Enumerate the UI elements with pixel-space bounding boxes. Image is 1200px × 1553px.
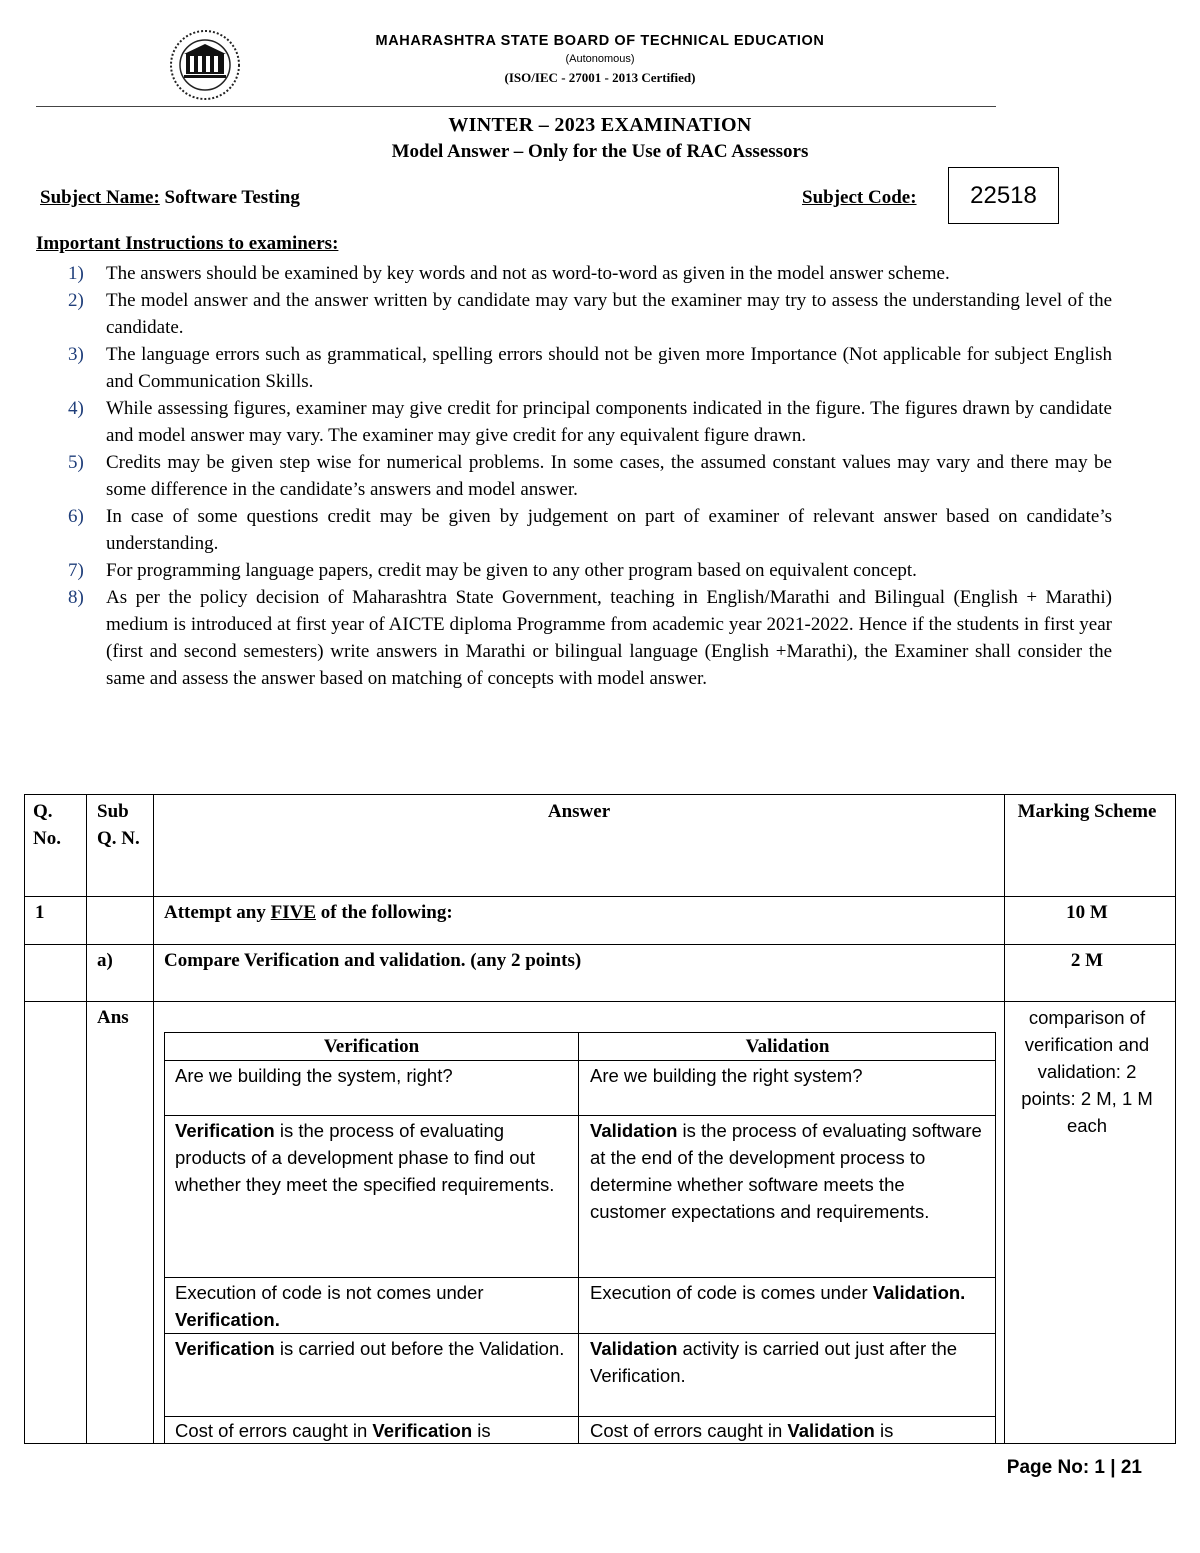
sub-question-marks: 2 M — [1070, 950, 1104, 971]
comparison-cell: Execution of code is not comes under Verification. — [175, 1282, 484, 1330]
board-name: MAHARASHTRA STATE BOARD OF TECHNICAL EDUCATION — [375, 33, 825, 49]
instruction-item: 6) In case of some questions credit may be given by judgement on part of examiner of relevant answer based on candidate’s understanding. — [68, 506, 1112, 554]
question-instruction: Attempt any FIVE of the following: — [164, 902, 453, 923]
answer-label: Ans — [97, 1007, 129, 1028]
subject-code-box: 22518 — [948, 167, 1059, 224]
comparison-header-validation: Validation — [745, 1036, 830, 1057]
instruction-item: 5) Credits may be given step wise for numerical problems. In some cases, the assumed constant values may vary and there may be some difference in the candidate’s answers and model answer. — [68, 452, 1112, 500]
page-number: Page No: 1 | 21 — [1006, 1457, 1142, 1478]
comparison-cell: Cost of errors caught in Verification is — [175, 1420, 491, 1441]
instruction-item: 3) The language errors such as grammatical, spelling errors should not be given more Importance (Not applicable for subject English and Communication Skills. — [68, 344, 1112, 392]
comparison-cell: Verification is the process of evaluating products of a development phase to find out whether they meet the specified requirements. — [175, 1120, 555, 1195]
comparison-cell: Verification is carried out before the Validation. — [175, 1338, 565, 1359]
header-marking-scheme: Marking Scheme — [1017, 801, 1157, 822]
comparison-cell: Execution of code is comes under Validation. — [590, 1282, 966, 1303]
comparison-cell: Are we building the right system? — [590, 1065, 863, 1086]
instruction-item: 4) While assessing figures, examiner may give credit for principal components indicated in the figure. The figures drawn by candidate and model answer may vary. The examiner may give credit for any equivalent figure drawn. — [68, 398, 1112, 446]
exam-subtitle: Model Answer – Only for the Use of RAC Assessors — [391, 141, 809, 162]
comparison-cell: Validation activity is carried out just after the Verification. — [590, 1338, 958, 1386]
header-q-no: Q. No. — [33, 801, 61, 849]
exam-title: WINTER – 2023 EXAMINATION — [448, 114, 752, 136]
instructions-list — [62, 260, 1112, 692]
sub-question-text: Compare Verification and validation. (any 2 points) — [164, 950, 582, 971]
comparison-table — [164, 1032, 996, 1444]
iso-certification: (ISO/IEC - 27001 - 2013 Certified) — [504, 70, 696, 85]
subject-code-label: Subject Code: — [802, 187, 917, 208]
msbte-logo-icon — [168, 28, 242, 102]
header-divider — [36, 106, 996, 107]
subject-name-label: Subject Name: — [40, 187, 160, 208]
instructions-heading: Important Instructions to examiners: — [36, 233, 339, 254]
header-sub-q: Sub Q. N. — [97, 801, 140, 849]
comparison-header-verification: Verification — [323, 1036, 420, 1057]
marking-note: comparison of verification and validation: 2 points: 2 M, 1 M each — [1021, 1007, 1153, 1136]
subject-name — [40, 187, 300, 209]
subject-name-value: Software Testing — [164, 187, 300, 208]
header-answer: Answer — [547, 801, 611, 822]
answer-table — [24, 794, 1176, 1444]
instruction-item: 8) As per the policy decision of Maharashtra State Government, teaching in English/Marathi and Bilingual (English + Marathi) medium is introduced at first year of AICTE diploma Programme from academic year 2021-2022. Hence if the students in first year (first and second semesters) write answers in Marathi or bilingual language (English +Marathi), the Examiner shall consider the same and assess the answer based on matching of concepts with model answer. — [68, 587, 1112, 689]
question-marks: 10 M — [1066, 902, 1108, 923]
instruction-item: 7) For programming language papers, credit may be given to any other program based on equivalent concept. — [68, 560, 917, 581]
comparison-cell: Are we building the system, right? — [175, 1065, 453, 1086]
question-number: 1 — [35, 902, 45, 923]
board-status: (Autonomous) — [565, 53, 635, 65]
comparison-cell: Cost of errors caught in Validation is — [590, 1420, 894, 1441]
instruction-item: 1) The answers should be examined by key words and not as word-to-word as given in the model answer scheme. — [68, 263, 950, 284]
sub-question-number: a) — [97, 950, 113, 971]
instruction-item: 2) The model answer and the answer written by candidate may vary but the examiner may try to assess the understanding level of the candidate. — [68, 290, 1112, 338]
comparison-cell: Validation is the process of evaluating software at the end of the development process to determine whether software meets the customer expectations and requirements. — [590, 1120, 982, 1222]
